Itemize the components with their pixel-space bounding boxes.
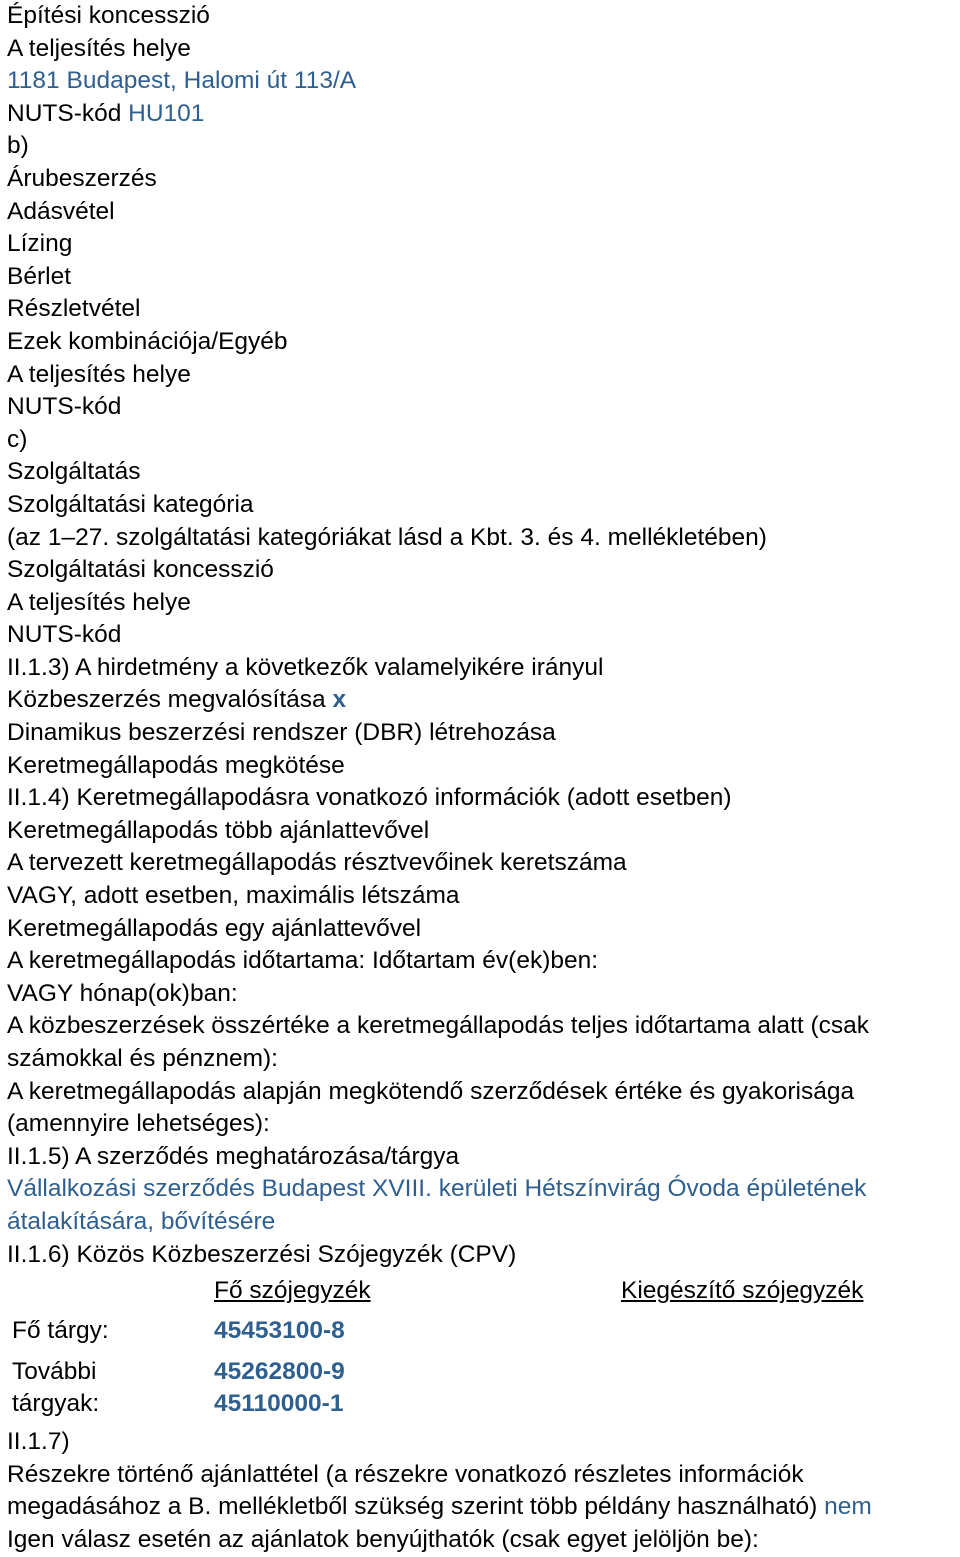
text-line [7,782,957,815]
line-text: II.1.4) Keretmegállapodásra vonatkozó információk (adott esetben) [7,784,732,812]
text-line [7,684,957,717]
document-page [7,0,957,1557]
line-text: Építési koncesszió [7,2,210,29]
line-text: Szolgáltatás [7,458,141,486]
line-text: Vállalkozási szerződés Budapest XVIII. kerületi Hétszínvirág Óvoda épületének [7,1175,867,1203]
line-text: A teljesítés helye [7,360,191,388]
line-text: Keretmegállapodás megkötése [7,751,345,779]
text-line [7,65,957,98]
text-line [7,652,957,685]
text-line [7,1206,957,1239]
line-text: VAGY hónap(ok)ban: [7,979,238,1007]
line-text: A keretmegállapodás alapján megkötendő szerződések értéke és gyakorisága [7,1077,855,1105]
cpv-other-code-2: 45110000-1 [214,1390,344,1418]
text-line [7,1173,957,1206]
text-line [7,978,957,1011]
line-text: átalakítására, bővítésére [7,1207,276,1235]
line-text: Szolgáltatási kategória [7,490,254,518]
line-text: Ezek kombinációja/Egyéb [7,327,288,355]
text-line [7,326,957,359]
text-line [7,1239,957,1272]
text-line [7,196,957,229]
line-text: megadásához a B. mellékletből szükség szerint több példány használható) [7,1493,825,1521]
text-line [7,33,957,66]
text-line [7,228,957,261]
line-text: Lízing [7,230,73,258]
cpv-other-code-1: 45262800-9 [214,1358,345,1386]
text-line [7,554,957,587]
text-line [7,587,957,620]
text-line [7,913,957,946]
line-text: b) [7,132,29,160]
text-line [7,815,957,848]
text-line [7,1010,957,1043]
line-text: VAGY, adott esetben, maximális létszáma [7,882,460,910]
line-text: Keretmegállapodás egy ajánlattevővel [7,914,422,942]
line-text: Részekre történő ajánlattétel (a részekre vonatkozó részletes információk [7,1460,804,1488]
text-line [7,424,957,457]
line-text: NUTS-kód [7,393,122,421]
line-text: A tervezett keretmegállapodás résztvevőinek keretszáma [7,849,627,877]
line-text: II.1.3) A hirdetmény a következők valamelyikére irányul [7,653,604,681]
line-text: Igen válasz esetén az ajánlatok benyújthatók (csak egyet jelöljön be): [7,1525,759,1553]
line-text: A teljesítés helye [7,34,191,62]
text-line [7,456,957,489]
line-text: Árubeszerzés [7,164,157,192]
field-value: x [332,686,347,714]
text-line [7,1043,957,1076]
text-line [7,359,957,392]
line-text: A teljesítés helye [7,588,191,616]
line-text: Bérlet [7,262,72,290]
field-value: nem [824,1493,872,1521]
text-line [7,619,957,652]
line-text: A közbeszerzések összértéke a keretmegállapodás teljes időtartama alatt (csak [7,1012,870,1040]
text-line [7,1076,957,1109]
cpv-main-code: 45453100-8 [214,1317,345,1345]
text-line [7,522,957,555]
text-line [7,1108,957,1141]
line-text: A keretmegállapodás időtartama: Időtartam év(ek)ben: [7,947,599,975]
line-text: (amennyire lehetséges): [7,1110,270,1138]
text-line [7,880,957,913]
text-line [7,1459,957,1492]
text-line [7,1524,957,1557]
cpv-main-label: Fő tárgy: [12,1317,109,1345]
line-text: NUTS-kód [7,621,122,649]
text-line [7,98,957,131]
text-line [7,130,957,163]
section-bottom-lines [7,1426,957,1556]
text-line [7,945,957,978]
text-line [7,750,957,783]
text-line [7,261,957,294]
line-text: Részletvétel [7,295,141,323]
line-text: Dinamikus beszerzési rendszer (DBR) létrehozása [7,719,556,747]
text-line [7,391,957,424]
line-text: 1181 Budapest, Halomi út 113/A [7,67,357,95]
line-text: (az 1–27. szolgáltatási kategóriákat lásd a Kbt. 3. és 4. mellékletében) [7,523,767,551]
text-line [7,163,957,196]
text-line [7,1491,957,1524]
cpv-other-label-1: További [12,1358,97,1386]
line-text: Keretmegállapodás több ajánlattevővel [7,816,430,844]
section-top-lines [7,0,957,1271]
line-text: Adásvétel [7,197,115,225]
text-line [7,1141,957,1174]
text-line [7,293,957,326]
line-text: c) [7,425,28,453]
text-line [7,717,957,750]
line-text: NUTS-kód [7,99,129,127]
cpv-head-supplementary: Kiegészítő szójegyzék [621,1277,864,1305]
line-text: Közbeszerzés megvalósítása [7,686,333,714]
cpv-other-label-2: tárgyak: [12,1390,100,1418]
field-value: HU101 [128,99,205,127]
line-text: II.1.7) [7,1428,70,1456]
text-line [7,847,957,880]
line-text: II.1.6) Közös Közbeszerzési Szójegyzék (CPV) [7,1240,517,1268]
line-text: számokkal és pénznem): [7,1045,278,1072]
text-line [7,489,957,522]
cpv-table [7,1271,957,1431]
line-text: Szolgáltatási koncesszió [7,556,274,584]
line-text: II.1.5) A szerződés meghatározása/tárgya [7,1142,460,1170]
cpv-head-main: Fő szójegyzék [214,1277,371,1305]
text-line [7,0,957,33]
